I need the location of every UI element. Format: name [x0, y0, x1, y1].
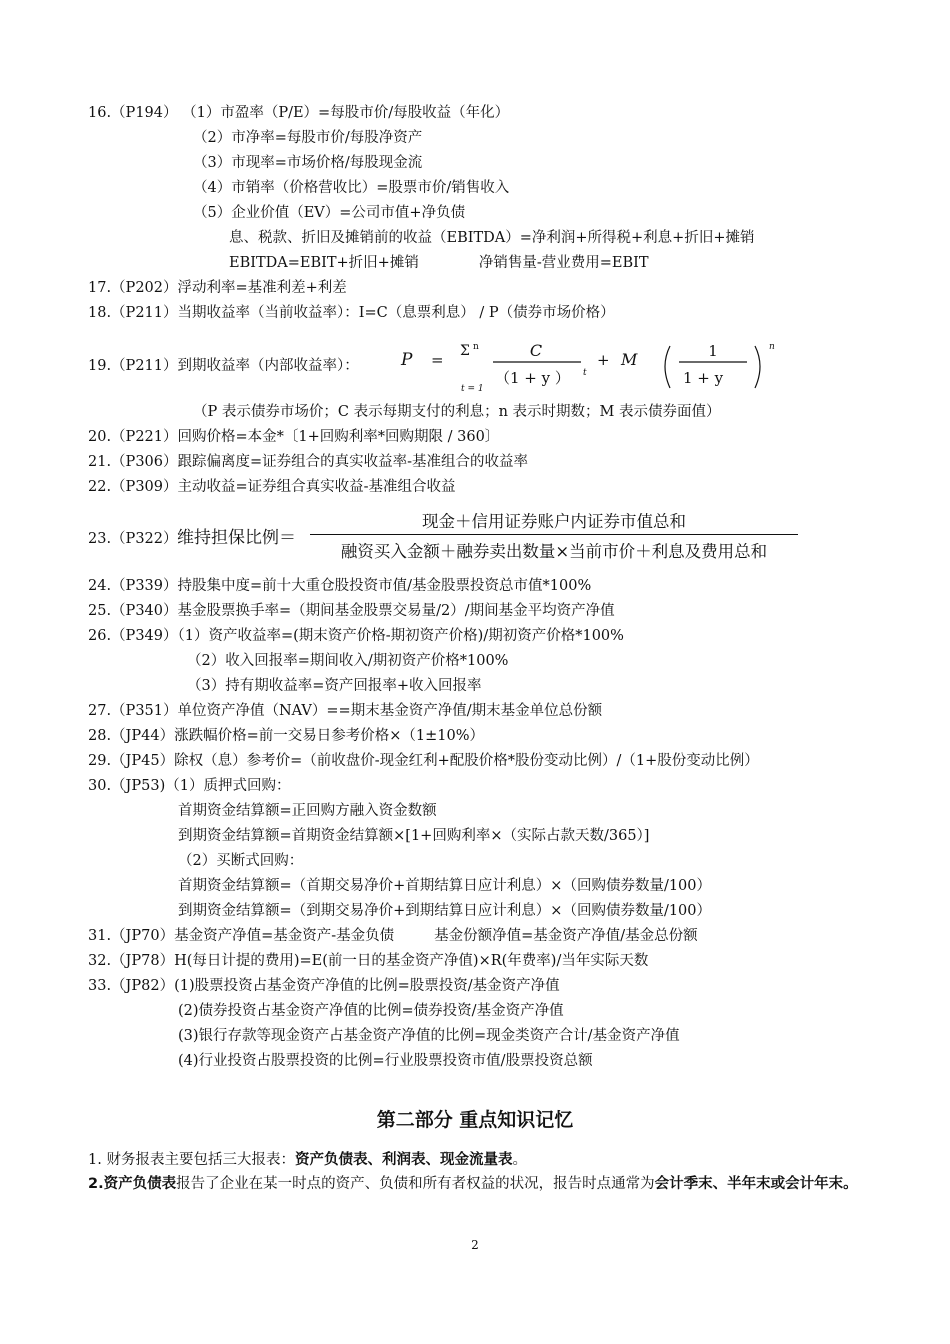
ebit-equation: 净销售量-营业费用=EBIT [478, 255, 649, 271]
formula-24: 24.（P339）持股集中度=前十大重仓股投资市值/基金股票投资总市值*100% [88, 578, 592, 594]
formula-31 [88, 927, 698, 945]
frac1-exponent: t [583, 368, 587, 378]
formula-28: 28.（JP44）涨跌幅价格=前一交易日参考价格×（1±10%） [88, 728, 484, 744]
formula-30-3: 到期资金结算额=首期资金结算额×[1+回购利率×（实际占款天数/365）] [178, 828, 650, 844]
formula-22: 22.（P309）主动收益=证券组合真实收益-基准组合收益 [88, 479, 456, 495]
formula-26-3: （3）持有期收益率=资产回报率+收入回报率 [187, 678, 482, 694]
right-paren [755, 346, 760, 388]
formula-30-5: 首期资金结算额=（首期交易净价+首期结算日应计利息）×（回购债券数量/100） [178, 878, 712, 894]
formula-16-2: （2）市净率=每股市价/每股净资产 [193, 130, 423, 146]
formula-31a: 31.（JP70）基金资产净值=基金资产-基金负债 [88, 928, 395, 944]
frac2-numerator: 1 [708, 342, 718, 360]
formula-16-4: （4）市销率（价格营收比）=股票市价/销售收入 [193, 180, 510, 196]
paragraph-1 [88, 1148, 858, 1172]
paragraph-2 [88, 1172, 858, 1196]
p2-number: 2. [88, 1176, 104, 1192]
sigma-symbol: Σ [460, 343, 470, 359]
formula-19-notes: （P 表示债券市场价；C 表示每期支付的利息；n 表示时期数；M 表示债券面值） [193, 404, 721, 420]
p1-end: 。 [512, 1152, 527, 1168]
page-number: 2 [471, 1238, 479, 1252]
frac1-numerator: C [529, 341, 543, 360]
formula-30-2: 首期资金结算额=正回购方融入资金数额 [178, 803, 437, 819]
formula-31b: 基金份额净值=基金资产净值/基金总份额 [434, 928, 698, 944]
formula-27: 27.（P351）单位资产净值（NAV）==期末基金资产净值/期末基金单位总份额 [88, 703, 603, 719]
formula-26-2: （2）收入回报率=期间收入/期初资产价格*100% [187, 653, 509, 669]
formula-29: 29.（JP45）除权（息）参考价=（前收盘价-现金红利+配股价格*股份变动比例）/（1+股份变动比例） [88, 753, 759, 769]
formula-23-label: 23.（P322） [88, 531, 178, 547]
left-paren [665, 346, 670, 388]
formula-23 [88, 508, 808, 562]
formula-33: 33.（JP82）(1)股票投资占基金资产净值的比例=股票投资/基金资产净值 [88, 978, 560, 994]
fraction-bar [310, 534, 798, 535]
frac1-denominator: （1 + y ） [495, 369, 570, 387]
formula-20: 20.（P221）回购价格=本金*〔1+回购利率*回购期限 / 360〕 [88, 429, 500, 445]
formula-16: 16.（P194） （1）市盈率（P/E）=每股市价/每股收益（年化） [88, 105, 510, 121]
ytm-equation [393, 338, 788, 396]
ratio-numerator: 现金＋信用证券账户内证券市值总和 [422, 512, 686, 531]
outer-exponent: n [769, 342, 775, 352]
formula-30-4: （2）买断式回购： [178, 853, 304, 869]
formula-16-5: （5）企业价值（EV）=公司市值+净负债 [193, 205, 466, 221]
formula-17: 17.（P202）浮动利率=基准利差+利差 [88, 280, 347, 296]
formula-30-6: 到期资金结算额=（到期交易净价+到期结算日应计利息）×（回购债券数量/100） [178, 903, 712, 919]
sigma-upper: n [473, 342, 479, 352]
frac2-denominator: 1 + y [683, 369, 724, 387]
formula-25: 25.（P340）基金股票换手率=（期间基金股票交易量/2）/期间基金平均资产净值 [88, 603, 615, 619]
formula-19-label: 19.（P211）到期收益率（内部收益率）： [88, 358, 359, 374]
formula-21: 21.（P306）跟踪偏离度=证券组合的真实收益率-基准组合的收益率 [88, 454, 529, 470]
formula-33-4: (4)行业投资占股票投资的比例=行业股票投资市值/股票投资总额 [178, 1053, 593, 1069]
formula-18: 18.（P211）当期收益率（当前收益率）：I=C（息票利息） / P（债券市场价格） [88, 305, 615, 321]
formula-16-ebit [229, 254, 649, 272]
formula-33-2: (2)债券投资占基金资产净值的比例=债券投资/基金资产净值 [178, 1003, 564, 1019]
maintenance-ratio-label: 维持担保比例＝ [177, 528, 296, 548]
p2-text: 报告了企业在某一时点的资产、负债和所有者权益的状况，报告时点通常为 [176, 1176, 655, 1192]
formula-33-3: (3)银行存款等现金资产占基金资产净值的比例=现金类资产合计/基金资产净值 [178, 1028, 680, 1044]
eq-plus: + [597, 351, 610, 369]
ratio-denominator: 融资买入金额＋融券卖出数量×当前市价＋利息及费用总和 [340, 542, 768, 561]
p1-bold: 资产负债表、利润表、现金流量表 [294, 1152, 513, 1168]
p2-bold-2: 会计季末、半年末或会计年末。 [654, 1176, 858, 1192]
p2-bold-1: 资产负债表 [103, 1176, 177, 1192]
eq-M: M [621, 350, 638, 369]
formula-32: 32.（JP78）H(每日计提的费用)=E(前一日的基金资产净值)×R(年费率)/当年实际天数 [88, 953, 649, 969]
formula-16-ebitda: 息、税款、折旧及摊销前的收益（EBITDA）=净利润+所得税+利息+折旧+摊销 [229, 230, 755, 246]
sigma-lower: t = 1 [461, 384, 484, 394]
eq-P: P [401, 350, 413, 370]
formula-16-3: （3）市现率=市场价格/每股现金流 [193, 155, 423, 171]
p1-text: 1. 财务报表主要包括三大报表： [88, 1152, 295, 1168]
formula-26: 26.（P349）（1）资产收益率=(期末资产价格-期初资产价格)/期初资产价格*100% [88, 628, 624, 644]
formula-30: 30.（JP53)（1）质押式回购： [88, 778, 291, 794]
section-heading: 第二部分 重点知识记忆 [376, 1109, 574, 1131]
eq-equals: = [431, 351, 444, 369]
ebitda-equation: EBITDA=EBIT+折旧+摊销 [229, 255, 419, 271]
